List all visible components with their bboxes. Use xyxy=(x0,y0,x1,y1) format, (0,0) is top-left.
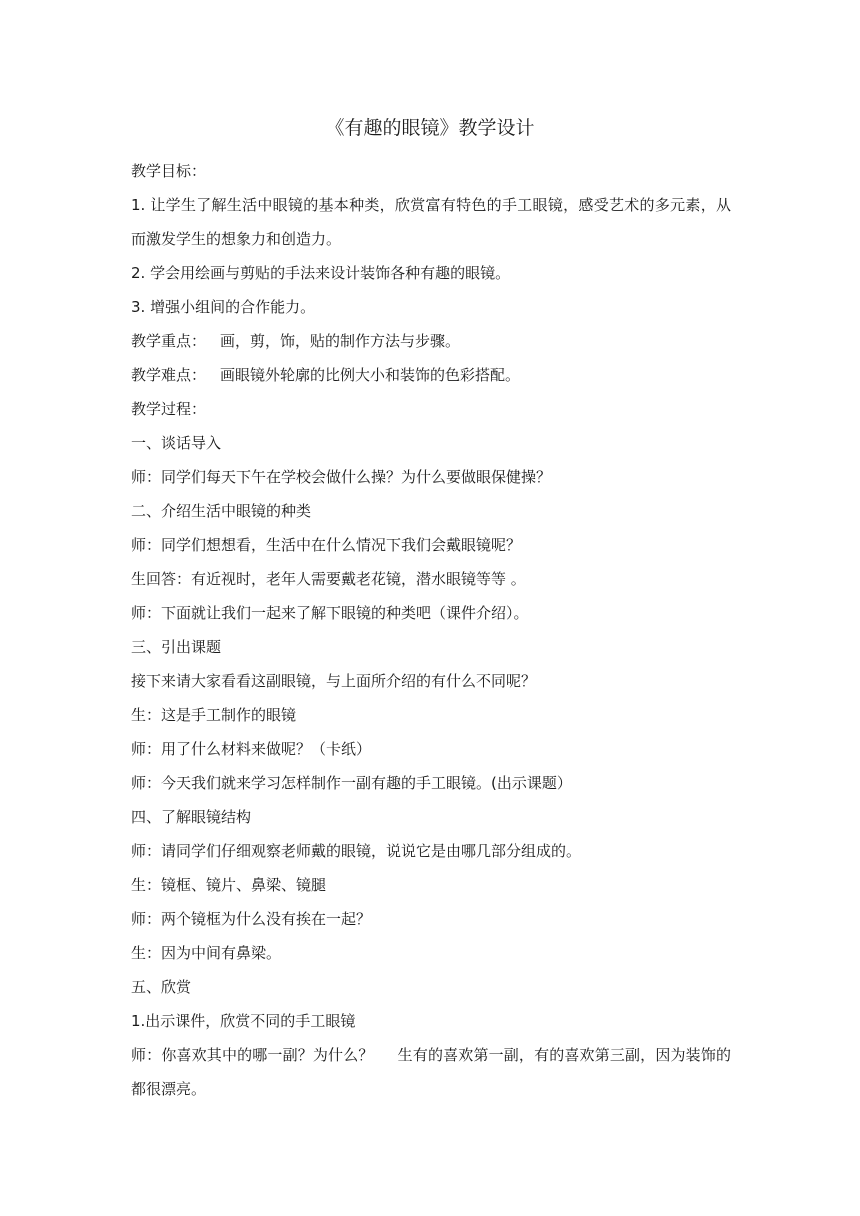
dialogue-question: 师：你喜欢其中的哪一副？为什么？ xyxy=(131,1046,374,1064)
dialogue-line: 师：同学们想想看，生活中在什么情况下我们会戴眼镜呢？ xyxy=(131,536,522,554)
dialogue-line: 师：下面就让我们一起来了解下眼镜的种类吧（课件介绍）。 xyxy=(131,604,529,622)
key-points-label: 教学重点： xyxy=(131,332,207,350)
difficulties xyxy=(131,358,731,392)
key-points xyxy=(131,324,731,358)
section-heading: 三、引出课题 xyxy=(131,638,222,656)
section-heading: 四、了解眼镜结构 xyxy=(131,808,252,826)
dialogue-line: 生回答：有近视时，老年人需要戴老花镜，潜水眼镜等等 。 xyxy=(131,570,526,588)
dialogue-line: 师：今天我们就来学习怎样制作一副有趣的手工眼镜。(出示课题） xyxy=(131,774,572,792)
dialogue-line: 接下来请大家看看这副眼镜，与上面所介绍的有什么不同呢？ xyxy=(131,672,537,690)
dialogue-line: 1.出示课件，欣赏不同的手工眼镜 xyxy=(131,1012,356,1030)
dialogue-line: 生：镜框、镜片、鼻梁、镜腿 xyxy=(131,876,327,894)
section-heading: 一、谈话导入 xyxy=(131,434,222,452)
difficulties-text: 画眼镜外轮廓的比例大小和装饰的色彩搭配。 xyxy=(220,366,521,384)
goal-2: 2. 学会用绘画与剪贴的手法来设计装饰各种有趣的眼镜。 xyxy=(131,264,511,282)
goal-3: 3. 增强小组间的合作能力。 xyxy=(131,298,316,316)
dialogue-line: 师：请同学们仔细观察老师戴的眼镜，说说它是由哪几部分组成的。 xyxy=(131,842,582,860)
dialogue-answer: 生有的喜欢第一副，有的喜欢第三副，因为装饰的都很漂亮。 xyxy=(131,1046,731,1098)
difficulties-label: 教学难点： xyxy=(131,366,207,384)
goals-heading: 教学目标： xyxy=(131,162,207,180)
goal-1: 1. 让学生了解生活中眼镜的基本种类，欣赏富有特色的手工眼镜，感受艺术的多元素，从而激发学生的想象力和创造力。 xyxy=(131,196,731,248)
process-heading: 教学过程： xyxy=(131,400,207,418)
section-heading: 二、介绍生活中眼镜的种类 xyxy=(131,502,312,520)
document-title: 《有趣的眼镜》教学设计 xyxy=(325,117,535,139)
dialogue-line xyxy=(131,1038,731,1106)
dialogue-line: 师：用了什么材料来做呢？（卡纸） xyxy=(131,740,372,758)
section-heading: 五、欣赏 xyxy=(131,978,192,996)
dialogue-line: 生：这是手工制作的眼镜 xyxy=(131,706,297,724)
document-body xyxy=(131,154,731,1106)
dialogue-line: 生：因为中间有鼻梁。 xyxy=(131,944,282,962)
key-points-text: 画，剪，饰，贴的制作方法与步骤。 xyxy=(220,332,461,350)
dialogue-line: 师：两个镜框为什么没有挨在一起？ xyxy=(131,910,372,928)
dialogue-line: 师：同学们每天下午在学校会做什么操？为什么要做眼保健操？ xyxy=(131,468,552,486)
